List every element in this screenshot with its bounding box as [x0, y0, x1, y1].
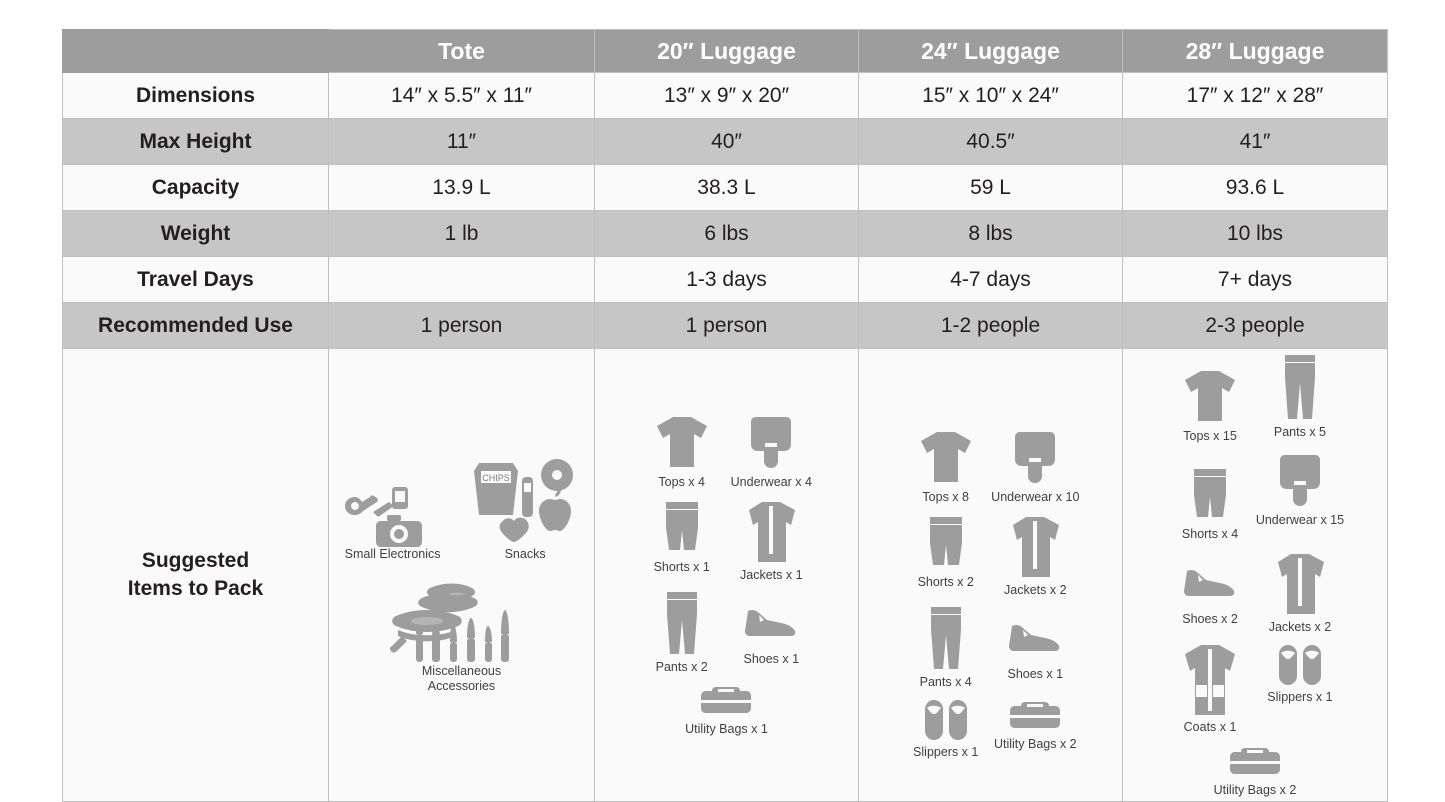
snacks-icon: [465, 455, 585, 547]
pack-item-caption: Jackets x 2: [1004, 582, 1067, 597]
jacket-icon: [1267, 548, 1333, 618]
row-label-weight: Weight: [63, 211, 329, 257]
pack-item-caption: Shoes x 2: [1182, 611, 1238, 626]
cell-weight-24: 8 lbs: [859, 211, 1123, 257]
row-label-travel-days: Travel Days: [63, 257, 329, 303]
header-28-luggage: 28″ Luggage: [1123, 30, 1388, 73]
pack-item-coats-28: [1166, 638, 1254, 738]
cell-dimensions-28: 17″ x 12″ x 28″: [1123, 73, 1388, 119]
pack-item-caption: Underwear x 10: [991, 490, 1080, 505]
shoes-icon: [1181, 548, 1239, 610]
row-label-capacity: Capacity: [63, 165, 329, 211]
table-row-recommended-use: [63, 303, 1388, 349]
miscellaneous-accessories-caption: Miscellaneous Accessories: [421, 664, 502, 694]
cell-travel-days-20: 1-3 days: [595, 257, 859, 303]
pack-item-pants-28: [1256, 349, 1344, 443]
cell-weight-20: 6 lbs: [595, 211, 859, 257]
cell-capacity-tote: 13.9 L: [329, 165, 595, 211]
pack-item-shorts-28: [1166, 461, 1254, 545]
pack-item-utility-bags-28: [1211, 739, 1299, 801]
pack-item-caption: Slippers x 1: [1267, 690, 1333, 705]
row-label-recommended-use: Recommended Use: [63, 303, 329, 349]
pack-item-caption: Jackets x 1: [740, 567, 803, 582]
miscellaneous-accessories-icon: [370, 572, 554, 664]
tshirt-icon: [651, 411, 713, 473]
utility-bag-icon: [1223, 741, 1287, 781]
pack-item-caption: Tops x 8: [922, 490, 969, 505]
pack-item-caption: Shoes x 1: [1007, 666, 1064, 681]
cell-travel-days-28: 7+ days: [1123, 257, 1388, 303]
utility-bag-icon: [694, 680, 758, 720]
cell-weight-tote: 1 lb: [329, 211, 595, 257]
pack-cell-28-luggage: [1123, 349, 1388, 802]
snacks-caption: Snacks: [504, 547, 546, 562]
pack-item-caption: Coats x 1: [1183, 720, 1237, 735]
suggested-items-label-line2: Items to Pack: [127, 576, 264, 600]
row-label-suggested-items: [63, 349, 329, 802]
row-label-max-height: Max Height: [63, 119, 329, 165]
cell-capacity-24: 59 L: [859, 165, 1123, 211]
shorts-icon: [921, 511, 971, 573]
table-row-weight: [63, 211, 1388, 257]
pack-item-underwear-24: [992, 424, 1080, 508]
shorts-icon: [657, 496, 707, 558]
pack-icon-grid-24: [859, 386, 1122, 764]
pack-item-tops-28: [1166, 363, 1254, 447]
jacket-icon: [1002, 511, 1068, 581]
table-header: [63, 30, 1388, 73]
pack-item-caption: Pants x 4: [919, 674, 972, 689]
pack-cell-20-luggage: [595, 349, 859, 802]
cell-dimensions-24: 15″ x 10″ x 24″: [859, 73, 1123, 119]
pack-item-caption: Underwear x 15: [1255, 513, 1345, 528]
cell-dimensions-tote: 14″ x 5.5″ x 11″: [329, 73, 595, 119]
shoes-icon: [742, 588, 800, 650]
cell-max-height-tote: 11″: [329, 119, 595, 165]
pack-item-caption: Shorts x 2: [917, 574, 974, 589]
pack-cell-24-luggage: [859, 349, 1123, 802]
cell-capacity-28: 93.6 L: [1123, 165, 1388, 211]
pants-icon: [921, 603, 971, 673]
underwear-icon: [1269, 449, 1331, 511]
pack-item-caption: Shorts x 1: [653, 559, 710, 574]
tshirt-icon: [1179, 365, 1241, 427]
cell-max-height-20: 40″: [595, 119, 859, 165]
tshirt-icon: [915, 426, 977, 488]
underwear-icon: [1004, 426, 1066, 488]
tote-icon-group: [329, 455, 594, 694]
pack-item-caption: Shorts x 4: [1181, 527, 1239, 542]
pack-item-caption: Shoes x 1: [743, 651, 800, 666]
pack-item-caption: Tops x 4: [658, 475, 705, 490]
slippers-icon: [1272, 640, 1328, 688]
pants-icon: [1275, 351, 1325, 423]
cell-recommended-use-24: 1-2 people: [859, 303, 1123, 349]
cell-max-height-28: 41″: [1123, 119, 1388, 165]
pack-item-underwear-20: [728, 409, 816, 493]
shoes-icon: [1006, 603, 1064, 665]
pack-item-shoes-24: [992, 601, 1080, 685]
svg-text:CHIPS: CHIPS: [482, 473, 510, 484]
header-corner: [63, 30, 329, 73]
pack-item-pants-20: [638, 586, 726, 678]
pack-item-shorts-24: [902, 509, 990, 593]
pack-item-jackets-28: [1256, 546, 1344, 638]
small-electronics-caption: Small Electronics: [344, 547, 441, 562]
pack-item-caption: Jackets x 2: [1268, 619, 1332, 634]
cell-recommended-use-20: 1 person: [595, 303, 859, 349]
table-row-capacity: [63, 165, 1388, 211]
table-header-row: [63, 30, 1388, 73]
pack-item-underwear-28: [1256, 447, 1344, 531]
pack-item-caption: Underwear x 4: [730, 475, 812, 490]
coat-icon: [1175, 640, 1245, 718]
suggested-items-label-line1: Suggested: [141, 548, 250, 572]
pack-item-caption: Pants x 2: [655, 659, 708, 674]
table-body: [63, 73, 1388, 802]
pack-item-slippers-28: [1256, 638, 1344, 708]
row-label-dimensions: Dimensions: [63, 73, 329, 119]
cell-dimensions-20: 13″ x 9″ x 20″: [595, 73, 859, 119]
pack-item-utility-bags-20: [683, 678, 771, 740]
table-row-suggested-items: [63, 349, 1388, 802]
table-row-max-height: [63, 119, 1388, 165]
tote-row-top: [329, 455, 594, 562]
small-electronics-icon: [337, 481, 449, 547]
pack-item-utility-bags-24: [992, 693, 1080, 755]
cell-travel-days-tote: [329, 257, 595, 303]
pack-item-pants-24: [902, 601, 990, 693]
cell-recommended-use-tote: 1 person: [329, 303, 595, 349]
pack-item-caption: Utility Bags x 1: [685, 722, 768, 737]
pack-icon-grid-20: [595, 409, 858, 741]
pack-icon-grid-28: [1123, 349, 1387, 801]
pack-item-caption: Pants x 5: [1273, 425, 1327, 439]
table-row-travel-days: [63, 257, 1388, 303]
pack-item-slippers-24: [902, 693, 990, 763]
underwear-icon: [740, 411, 802, 473]
pack-item-caption: Slippers x 1: [913, 745, 979, 760]
pack-item-shoes-28: [1166, 546, 1254, 630]
header-20-luggage: 20″ Luggage: [595, 30, 859, 73]
shorts-icon: [1185, 463, 1235, 525]
cell-max-height-24: 40.5″: [859, 119, 1123, 165]
cell-recommended-use-28: 2-3 people: [1123, 303, 1388, 349]
pack-item-caption: Utility Bags x 2: [993, 737, 1077, 752]
pack-item-tops-20: [638, 409, 726, 493]
tote-row-bottom: [329, 572, 594, 694]
pack-item-caption: Tops x 15: [1183, 429, 1237, 443]
pants-icon: [657, 588, 707, 658]
pack-item-caption: Utility Bags x 2: [1213, 782, 1297, 797]
pack-item-shoes-20: [728, 586, 816, 670]
cell-weight-28: 10 lbs: [1123, 211, 1388, 257]
pack-item-shorts-20: [638, 494, 726, 578]
pack-cell-tote: [329, 349, 595, 802]
jacket-icon: [738, 496, 804, 566]
cell-travel-days-24: 4-7 days: [859, 257, 1123, 303]
header-24-luggage: 24″ Luggage: [859, 30, 1123, 73]
cell-capacity-20: 38.3 L: [595, 165, 859, 211]
slippers-icon: [918, 695, 974, 743]
utility-bag-icon: [1003, 695, 1067, 735]
pack-item-jackets-20: [728, 494, 816, 586]
pack-item-tops-24: [902, 424, 990, 508]
table-row-dimensions: [63, 73, 1388, 119]
pack-item-jackets-24: [992, 509, 1080, 601]
header-tote: Tote: [329, 30, 595, 73]
